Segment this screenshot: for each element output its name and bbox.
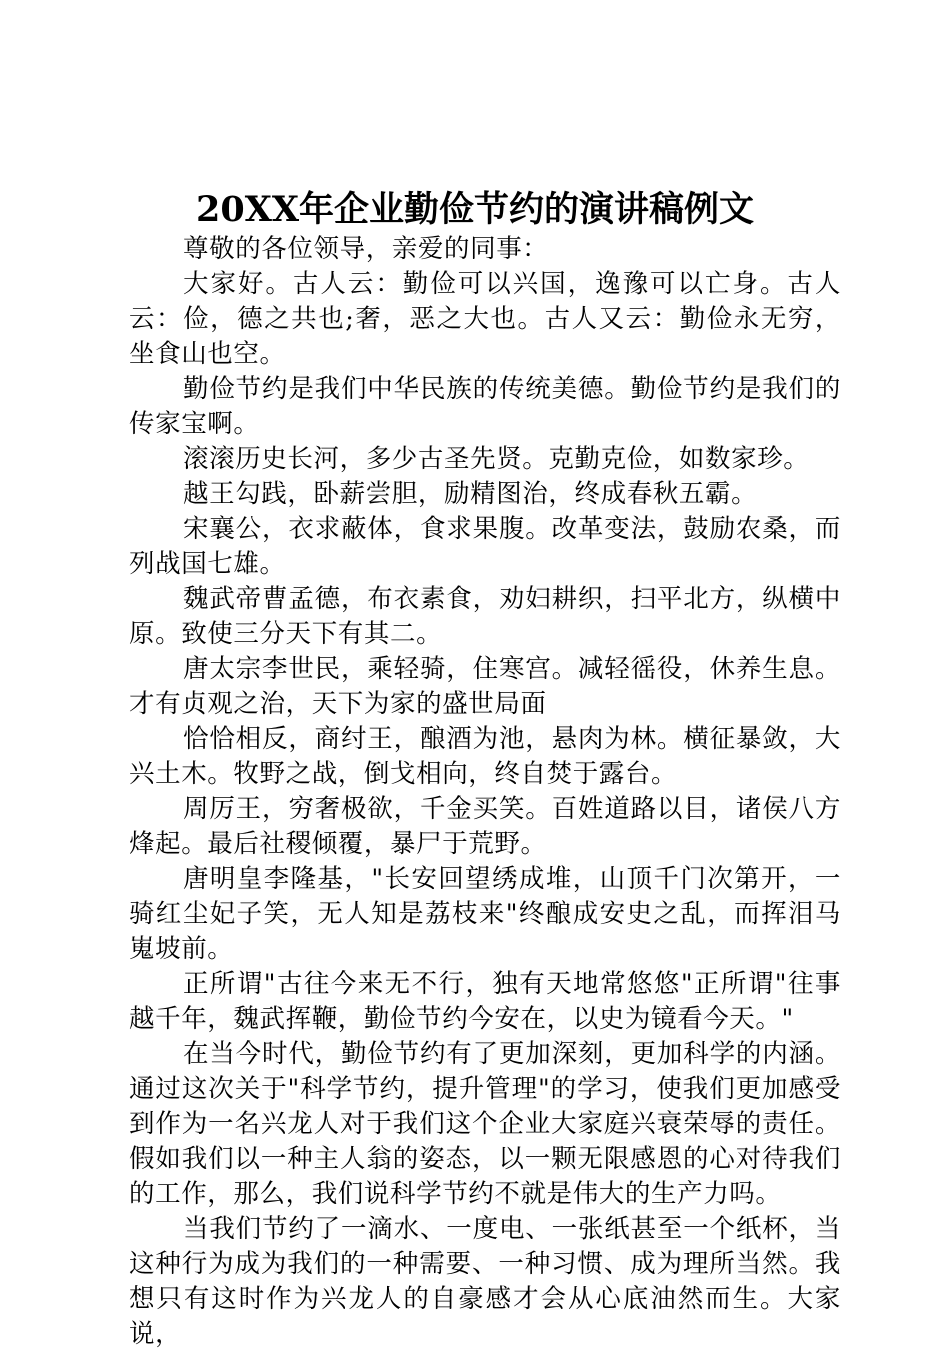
paragraph: 恰恰相反，商纣王，酿酒为池，悬肉为林。横征暴敛，大兴土木。牧野之战，倒戈相向，终自焚于露台。	[129, 724, 841, 789]
paragraph: 在当今时代，勤俭节约有了更加深刻，更加科学的内涵。通过这次关于"科学节约，提升管理"的学习，使我们更加感受到作为一名兴龙人对于我们这个企业大家庭兴衰荣辱的责任。假如我们以一种主人翁的姿态，以一颗无限感恩的心对待我们的工作，那么，我们说科学节约不就是伟大的生产力吗。	[129, 1039, 841, 1209]
paragraph: 尊敬的各位领导，亲爱的同事：	[183, 234, 549, 264]
paragraph: 勤俭节约是我们中华民族的传统美德。勤俭节约是我们的传家宝啊。	[129, 374, 841, 439]
document-title: 20XX年企业勤俭节约的演讲稿例文	[195, 189, 755, 230]
paragraph: 魏武帝曹孟德，布衣素食，劝妇耕织，扫平北方，纵横中原。致使三分天下有其二。	[129, 584, 841, 649]
paragraph: 当我们节约了一滴水、一度电、一张纸甚至一个纸杯，当这种行为成为我们的一种需要、一种习惯、成为理所当然。我想只有这时作为兴龙人的自豪感才会从心底油然而生。大家说，	[129, 1214, 841, 1349]
paragraph: 越王勾践，卧薪尝胆，励精图治，终成春秋五霸。	[183, 479, 758, 509]
paragraph: 正所谓"古往今来无不行，独有天地常悠悠"正所谓"往事越千年，魏武挥鞭，勤俭节约今安在，以史为镜看今天。"	[129, 969, 841, 1034]
document-body	[129, 232, 841, 1352]
paragraph: 周厉王，穷奢极欲，千金买笑。百姓道路以目，诸侯八方烽起。最后社稷倾覆，暴尸于荒野。	[129, 794, 841, 859]
paragraph: 唐太宗李世民，乘轻骑，住寒宫。减轻徭役，休养生息。才有贞观之治，天下为家的盛世局面	[129, 654, 841, 719]
paragraph: 唐明皇李隆基，"长安回望绣成堆，山顶千门次第开，一骑红尘妃子笑，无人知是荔枝来"终酿成安史之乱，而挥泪马嵬坡前。	[129, 864, 841, 964]
paragraph: 大家好。古人云：勤俭可以兴国，逸豫可以亡身。古人云：俭，德之共也;奢，恶之大也。古人又云：勤俭永无穷，坐食山也空。	[129, 269, 841, 369]
paragraph: 宋襄公，衣求蔽体，食求果腹。改革变法，鼓励农桑，而列战国七雄。	[129, 514, 841, 579]
paragraph: 滚滚历史长河，多少古圣先贤。克勤克俭，如数家珍。	[183, 444, 810, 474]
